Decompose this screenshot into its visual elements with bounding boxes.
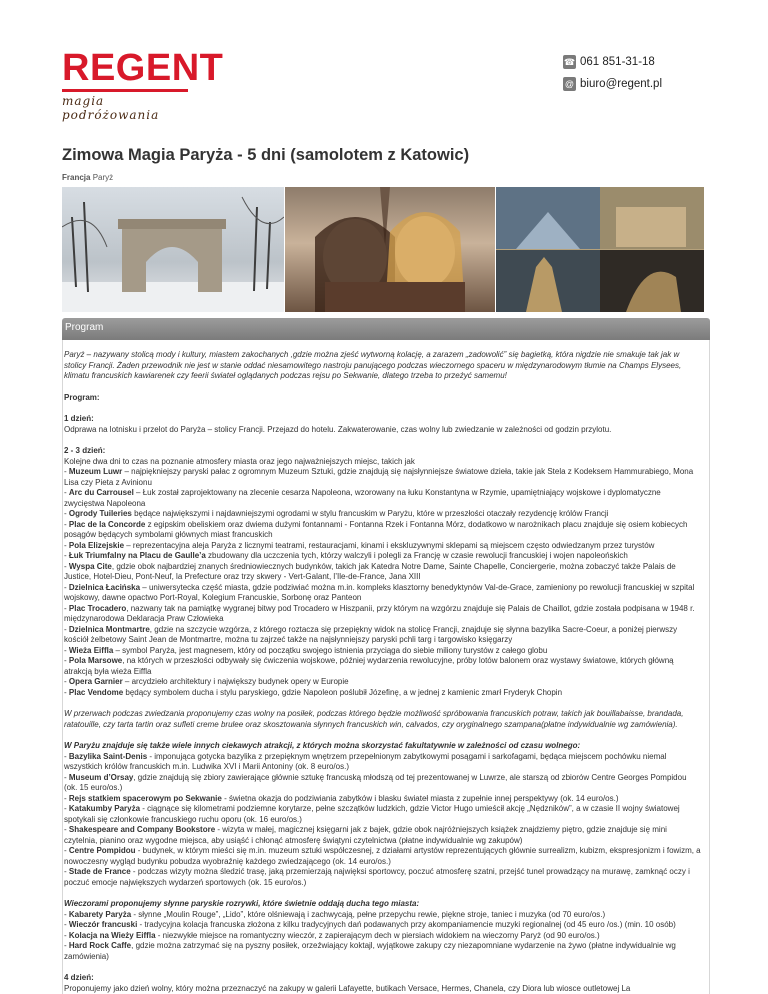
list-item-text: , gdzie znajdują się zbiory zawierające głównie sztukę francuską młodszą od tej prezentowanej w Luwrze, ale starszą od zbiorów Centre Georges Pompidou (ok. 15 euro/os.) <box>64 772 687 792</box>
list-item-name: Dzielnica Montmartre <box>68 624 150 634</box>
list-item-text: - tradycyjna kolacja francuska złożona z kilku tradycyjnych dań podawanych przy akompaniamencie muzyki regionalnej (od 45 euro /os.) (min. 10 osób) <box>137 920 676 929</box>
breadcrumb <box>62 173 113 182</box>
list-item-text: , na których w przeszłości odbywały się ćwiczenia wojskowe, później wydarzenia rewolucyjne, próby lotów balonem oraz wystawy światowe, których główną atrakcją była wieża Eiffla <box>64 656 674 676</box>
day23-list <box>64 467 702 698</box>
list-item-text: , gdzie można zatrzymać się na pyszny posiłek, orzeźwiający koktajl, wyjątkowe zakupy czy niezapomniane wydarzenie na żywo (płatne indywidualnie wg zamówienia) <box>64 941 676 961</box>
list-item-text: - ciągnące się kilometrami podziemne korytarze, pełne szczątków ludzkich, gdzie Victor Hugo umieścił akcję „Nędzników”, a w czasie II wojny światowej spotykali się członkowie francuskiego ruchu oporu (ok. 16 euro/os.) <box>64 804 680 824</box>
list-item-text: – uniwersytecka część miasta, gdzie podziwiać można m.in. kompleks klasztorny benedyktynów Val-de-Grace, zamieniony po rewolucji francuskiej w szpital wojskowy, dawne opactwo Port-Royal, Kolegium Francuskie, Sorbonę oraz Panteon <box>64 582 695 602</box>
list-item: - Plac Vendome będący symbolem ducha i stylu paryskiego, gdzie Napoleon poślubił Józefinę, a w jednej z kamienic zmarł Fryderyk Chopin <box>64 687 563 697</box>
list-item: - Opera Garnier – arcydzieło architektury i największy budynek opery w Europie <box>64 677 349 686</box>
day4-heading: 4 dzień: <box>64 973 94 982</box>
list-item: - Katakumby Paryża - ciągnące się kilometrami podziemne korytarze, pełne szczątków ludzkich, gdzie Victor Hugo umieścił akcję „Nędzników”, a w czasie II wojny światowej spotykali się członkowie francuskiego ruchu oporu (ok. 16 euro/os.) <box>64 804 680 824</box>
list-item-name: Arc du Carrousel <box>68 488 134 497</box>
list-item: - Kolacja na Wieży Eiffla - niezwykłe miejsce na romantyczny wieczór, z zapierającym dech w piersiach widokiem na wieczorny Paryż (od 90 euro/os.) <box>64 930 600 940</box>
list-item-name: Muzeum Luwr <box>68 467 123 476</box>
list-item: - Plac Trocadero, nazwany tak na pamiątkę wygranej bitwy pod Trocadero w Hiszpanii, przy którym na wzgórzu znajduje się Palais de Chaillot, gdzie została podpisana w 1948 r. międzynarodowa Deklaracja Praw Człowieka <box>64 603 695 623</box>
list-item: - Kabarety Paryża - słynne „Moulin Rouge”, „Lido”, które olśniewają i zachwycają, pełne przepychu rewie, piękne stroje, taniec i muzyka (od 70 euro/os.) <box>64 909 606 919</box>
list-item: - Arc du Carrousel – Łuk został zaprojektowany na zlecenie cesarza Napoleona, wzorowany na łuku Konstantyna w Rzymie, upamiętniający wojskowe i dyplomatyczne zwycięstwa Napoleona <box>64 488 661 508</box>
at-icon: @ <box>564 79 575 89</box>
page-title: Zimowa Magia Paryża - 5 dni (samolotem z Katowic) <box>62 146 470 164</box>
list-item-text: – reprezentacyjna aleja Paryża z licznymi teatrami, restauracjami, kinami i ekskluzywnymi sklepami są miejscem często odwiedzanym przez turystów <box>124 540 655 550</box>
evenings-heading: Wieczorami proponujemy słynne paryskie rozrywki, które świetnie oddają ducha tego miasta: <box>64 899 420 908</box>
list-item-name: Rejs statkiem spacerowym po Sekwanie <box>68 793 222 803</box>
day23-lead: Kolejne dwa dni to czas na poznanie atmosfery miasta oraz jego najważniejszych miejsc, takich jak <box>64 456 415 466</box>
phone-icon: ☎ <box>563 55 576 69</box>
contact-box <box>563 52 662 96</box>
list-item: - Dzielnica Montmartre, gdzie na szczycie wzgórza, z którego roztacza się przepiękny widok na stolicę Francji, znajduje się słynna bazylika Sacre-Coeur, a poniżej pierwszy kościół żelbetowy Saint Jean de Montmartre, można tu zajrzeć także na najsłynniejszy paryski pchli targ i targowisko księgarzy <box>64 624 678 644</box>
contact-email[interactable] <box>563 74 662 94</box>
list-item-text: - imponująca gotycka bazylika z przepięknym wnętrzem przepełnionym zabytkowymi posągami i sarkofagami, będąca miejscem pochówku niemal wszystkich królów francuskich m.in. Ludwika XVI i Marii Antoniny (ok. 8 euro/os.) <box>64 751 667 771</box>
optional-list <box>64 752 702 889</box>
list-item: - Ogrody Tuileries będące największymi i najdawniejszymi ogrodami w stylu francuskim w Paryżu, które w przeszłości otaczały rezydencję królów Francji <box>64 509 609 518</box>
list-item: - Shakespeare and Company Bookstore - wizyta w małej, magicznej księgarni jak z bajek, gdzie obok najróżniejszych książek znajdziemy piętro, gdzie znajduje się mini czytelnia, pianino oraz wygodne miejsca, aby usiąść i chłonąć atmosferę świątyni czytelnictwa (płatne indywidualnie wg zakupów) <box>64 825 667 845</box>
list-item-name: Shakespeare and Company Bookstore <box>68 825 216 834</box>
day4-text: Proponujemy jako dzień wolny, który można przeznaczyć na zakupy w galerii Lafayette, butikach Versace, Hermes, Chanela, czy Diora lub wiosce outletowej La <box>64 983 631 993</box>
contact-phone[interactable] <box>563 52 662 72</box>
list-item: - Pola Elizejskie – reprezentacyjna aleja Paryża z licznymi teatrami, restauracjami, kinami i ekskluzywnymi sklepami są miejscem często odwiedzanym przez turystów <box>64 540 655 550</box>
list-item-text: będące największymi i najdawniejszymi ogrodami w stylu francuskim w Paryżu, które w przeszłości otaczały rezydencję królów Francji <box>131 509 609 518</box>
list-item-text: – Łuk został zaprojektowany na zlecenie cesarza Napoleona, wzorowany na łuku Konstantyna w Rzymie, upamiętniający wojskowe i dyplomatyczne zwycięstwa Napoleona <box>64 488 661 508</box>
day1-text: Odprawa na lotnisku i przelot do Paryża – stolicy Francji. Przejazd do hotelu. Zakwaterowanie, czas wolny lub zwiedzanie w zależności od godzin przylotu. <box>64 424 612 434</box>
list-item: - Muzeum Luwr – najpiękniejszy paryski pałac z ogromnym Muzeum Sztuki, gdzie znajdują się najsłynniejsze światowe dzieła, takie jak Stela z Kodeksem Hammurabiego, Mona Lisa czy Pieta z Avinionu <box>64 467 694 487</box>
brand-tagline: magia podróżowania <box>62 89 188 122</box>
breadcrumb-city[interactable]: Paryż <box>92 173 114 182</box>
list-item: - Bazylika Saint-Denis - imponująca gotycka bazylika z przepięknym wnętrzem przepełnionym zabytkowymi posągami i sarkofagami, będąca miejscem pochówku niemal wszystkich królów francuskich m.in. Ludwika XVI i Marii Antoniny (ok. 8 euro/os.) <box>64 751 667 771</box>
food-note: W przerwach podczas zwiedzania proponujemy czas wolny na posiłek, podczas którego będzie możliwość spróbowania francuskich potraw, takich jak bouillabaisse, brandada, ratatouille, czy tarta tartin oraz sufleti creme brulee oraz skosztowania słynnych francuskich win, calvados, czy oryginalnego szampana(płatne indywidualnie wg zamówienia). <box>64 709 684 729</box>
list-item-name: Wieża Eiffla <box>68 645 114 655</box>
list-item: - Pola Marsowe, na których w przeszłości odbywały się ćwiczenia wojskowe, później wydarzenia rewolucyjne, próby lotów balonem oraz wystawy światowe, których główną atrakcją była wieża Eiffla <box>64 656 674 676</box>
list-item-name: Dzielnica Łacińska <box>68 582 141 592</box>
list-item: - Wieczór francuski - tradycyjna kolacja francuska złożona z kilku tradycyjnych dań podawanych przy akompaniamencie muzyki regionalnej (od 45 euro /os.) (min. 10 osób) <box>64 920 676 929</box>
list-item: - Hard Rock Caffe, gdzie można zatrzymać się na pyszny posiłek, orzeźwiający koktajl, wyjątkowe zakupy czy niezapomniane wydarzenie na żywo (płatne indywidualnie wg zamówienia) <box>64 941 676 961</box>
list-item-name: Kolacja na Wieży Eiffla <box>68 930 156 940</box>
list-item-text: - słynne „Moulin Rouge”, „Lido”, które olśniewają i zachwycają, pełne przepychu rewie, piękne stroje, taniec i muzyka (od 70 euro/os.) <box>131 909 606 919</box>
program-tab-label: Program <box>65 322 104 333</box>
list-item-text: – najpiękniejszy paryski pałac z ogromnym Muzeum Sztuki, gdzie znajdują się najsłynniejsze światowe dzieła, takie jak Stela z Kodeksem Hammurabiego, Mona Lisa czy Pieta z Avinionu <box>64 467 694 487</box>
photo-couple[interactable] <box>285 187 495 312</box>
list-item-name: Wieczór francuski <box>68 920 138 929</box>
brand-logo[interactable] <box>62 47 224 122</box>
list-item-text: , gdzie obok najbardziej znanych średniowiecznych budynków, takich jak Katedra Notre Dame, Sainte Chapelle, Conciergerie, można zobaczyć także Palais de Justice, Hotel-Dieu, Pont-Neuf, la Prefecture oraz trzy skwery - Vert-Galant, l’Ile-de-France, Jana XIII <box>64 561 676 581</box>
list-item-name: Stade de France <box>68 867 131 876</box>
list-item-text: , nazwany tak na pamiątkę wygranej bitwy pod Trocadero w Hiszpanii, przy którym na wzgórzu znajduje się Palais de Chaillot, gdzie została podpisana w 1948 r. międzynarodowa Deklaracja Praw Człowieka <box>64 603 695 623</box>
list-item-name: Plac de la Concorde <box>68 519 146 529</box>
list-item-text: - niezwykłe miejsce na romantyczny wieczór, z zapierającym dech w piersiach widokiem na wieczorny Paryż (od 90 euro/os.) <box>155 930 600 940</box>
list-item-text: - podczas wizyty można śledzić trasę, jaką przemierzają najwięksi sportowcy, poczuć atmosferę szatni, przejść tunel prowadzący na murawę, zamknąć oczy i poczuć emocje największych wydarzeń sportowych (ok. 15 euro/os.) <box>64 867 690 887</box>
list-item-name: Pola Marsowe <box>68 656 123 665</box>
list-item-name: Łuk Triumfalny na Placu de Gaulle’a <box>68 551 206 560</box>
list-item-name: Ogrody Tuileries <box>68 509 132 518</box>
list-item: - Stade de France - podczas wizyty można śledzić trasę, jaką przemierzają najwięksi sportowcy, poczuć atmosferę szatni, przejść tunel prowadzący na murawę, zamknąć oczy i poczuć emocje największych wydarzeń sportowych (ok. 15 euro/os.) <box>64 867 690 887</box>
list-item-name: Opera Garnier <box>68 677 123 686</box>
list-item-text: – arcydzieło architektury i największy budynek opery w Europie <box>122 677 349 686</box>
program-content <box>64 350 702 994</box>
list-item-text: z egipskim obeliskiem oraz dwiema dużymi fontannami - Fontanna Rzek i Fontanna Mórz, dodatkowo w narożnikach placu znajduje się osiem kobiecych posągów będących symbolami głównych miast francuskich <box>64 519 688 539</box>
photo-paris-sights[interactable] <box>496 187 704 312</box>
list-item-name: Hard Rock Caffe <box>68 941 132 950</box>
program-panel <box>62 340 710 994</box>
list-item: - Plac de la Concorde z egipskim obeliskiem oraz dwiema dużymi fontannami - Fontanna Rzek i Fontanna Mórz, dodatkowo w narożnikach placu znajduje się osiem kobiecych posągów będących symbolami głównych miast francuskich <box>64 519 688 539</box>
list-item-text: - wizyta w małej, magicznej księgarni jak z bajek, gdzie obok najróżniejszych książek znajdziemy piętro, gdzie znajduje się mini czytelnia, pianino oraz wygodne miejsca, aby usiąść i chłonąć atmosferę świątyni czytelnictwa (płatne indywidualnie wg zakupów) <box>64 825 667 845</box>
list-item-text: będący symbolem ducha i stylu paryskiego, gdzie Napoleon poślubił Józefinę, a w jednej z kamienic zmarł Fryderyk Chopin <box>123 687 563 697</box>
list-item-name: Bazylika Saint-Denis <box>68 751 148 761</box>
list-item-name: Plac Trocadero <box>68 603 127 613</box>
list-item-name: Kabarety Paryża <box>68 909 132 919</box>
list-item-text: – symbol Paryża, jest magnesem, który od początku swojego istnienia przyciąga do siebie miliony turystów z całego globu <box>113 645 548 655</box>
day23-heading: 2 - 3 dzień: <box>64 446 106 455</box>
list-item-name: Wyspa Cite <box>68 561 112 571</box>
list-item: - Wieża Eiffla – symbol Paryża, jest magnesem, który od początku swojego istnienia przyciąga do siebie miliony turystów z całego globu <box>64 645 548 655</box>
breadcrumb-country[interactable]: Francja <box>62 173 91 182</box>
photo-arc-de-triomphe[interactable] <box>62 187 284 312</box>
list-item: - Łuk Triumfalny na Placu de Gaulle’a zbudowany dla uczczenia tych, którzy walczyli i polegli za Francję w czasie rewolucji francuskiej i wojen napoleońskich <box>64 551 628 560</box>
list-item: - Dzielnica Łacińska – uniwersytecka część miasta, gdzie podziwiać można m.in. kompleks klasztorny benedyktynów Val-de-Grace, zamieniony po rewolucji francuskiej w szpital wojskowy, dawne opactwo Port-Royal, Kolegium Francuskie, Sorbonę oraz Panteon <box>64 582 695 602</box>
list-item-name: Plac Vendome <box>68 687 124 697</box>
list-item-name: Pola Elizejskie <box>68 540 125 550</box>
header <box>0 0 768 122</box>
brand-name: REGENT <box>62 47 224 89</box>
list-item-text: zbudowany dla uczczenia tych, którzy walczyli i polegli za Francję w czasie rewolucji francuskiej i wojen napoleońskich <box>205 551 628 560</box>
email-address: biuro@regent.pl <box>580 78 662 90</box>
list-item-text: - świetna okazja do podziwiania zabytków i blasku świateł miasta z zupełnie innej perspektywy (ok. 14 euro/os.) <box>221 793 619 803</box>
list-item-name: Katakumby Paryża <box>68 804 141 813</box>
list-item: - Museum d’Orsay, gdzie znajdują się zbiory zawierające głównie sztukę francuską młodszą od tej prezentowanej w Luwrze, ale starszą od zbiorów Centre Georges Pompidou (ok. 15 euro/os.) <box>64 772 687 792</box>
list-item-text: , gdzie na szczycie wzgórza, z którego roztacza się przepiękny widok na stolicę Francji, znajduje się słynna bazylika Sacre-Coeur, a poniżej pierwszy kościół żelbetowy Saint Jean de Montmartre, można tu zajrzeć także na najsłynniejszy paryski pchli targ i targowisko księgarzy <box>64 624 678 644</box>
phone-number: 061 851-31-18 <box>580 56 655 68</box>
program-heading: Program: <box>64 392 100 402</box>
list-item-name: Museum d’Orsay <box>68 772 134 782</box>
evenings-list <box>64 910 702 963</box>
program-tab[interactable] <box>62 318 710 340</box>
list-item: - Wyspa Cite, gdzie obok najbardziej znanych średniowiecznych budynków, takich jak Katedra Notre Dame, Sainte Chapelle, Conciergerie, można zobaczyć także Palais de Justice, Hotel-Dieu, Pont-Neuf, la Prefecture oraz trzy skwery - Vert-Galant, l’Ile-de-France, Jana XIII <box>64 561 676 581</box>
intro-text: Paryż – nazywany stolicą mody i kultury, miastem zakochanych ,gdzie można zjeść wytworną kolację, a zarazem „zadowolić” się bagietką, która nigdzie nie smakuje tak jak w stolicy Francji. Żaden przewodnik nie jest w stanie oddać niesamowitego nastroju panującego podczas wieczornego spaceru w międzynarodowym tłumie na Champs Elysees, klimatu francuskich kawiarenek czy feerii świateł oglądanych podczas rejsu po Sekwanie, dlatego trzeba to przeżyć samemu! <box>64 350 682 380</box>
photo-gallery <box>62 187 704 312</box>
list-item-text: - budynek, w którym mieści się m.in. muzeum sztuki współczesnej, z działami artystów reprezentujących głównie surrealizm, kubizm, ekspresjonizm i fowizm, a nowoczesny wygląd budynku pobudza wyobraźnię każdego zwiedzającego (ok. 14 euro/os.) <box>64 846 701 866</box>
list-item: - Rejs statkiem spacerowym po Sekwanie - świetna okazja do podziwiania zabytków i blasku świateł miasta z zupełnie innej perspektywy (ok. 14 euro/os.) <box>64 793 619 803</box>
list-item-name: Centre Pompidou <box>68 846 136 855</box>
day1-heading: 1 dzień: <box>64 414 94 423</box>
list-item: - Centre Pompidou - budynek, w którym mieści się m.in. muzeum sztuki współczesnej, z działami artystów reprezentujących głównie surrealizm, kubizm, ekspresjonizm i fowizm, a nowoczesny wygląd budynku pobudza wyobraźnię każdego zwiedzającego (ok. 14 euro/os.) <box>64 846 701 866</box>
optional-heading: W Paryżu znajduje się także wiele innych ciekawych atrakcji, z których można skorzystać fakultatywnie w zależności od czasu wolnego: <box>64 741 581 750</box>
